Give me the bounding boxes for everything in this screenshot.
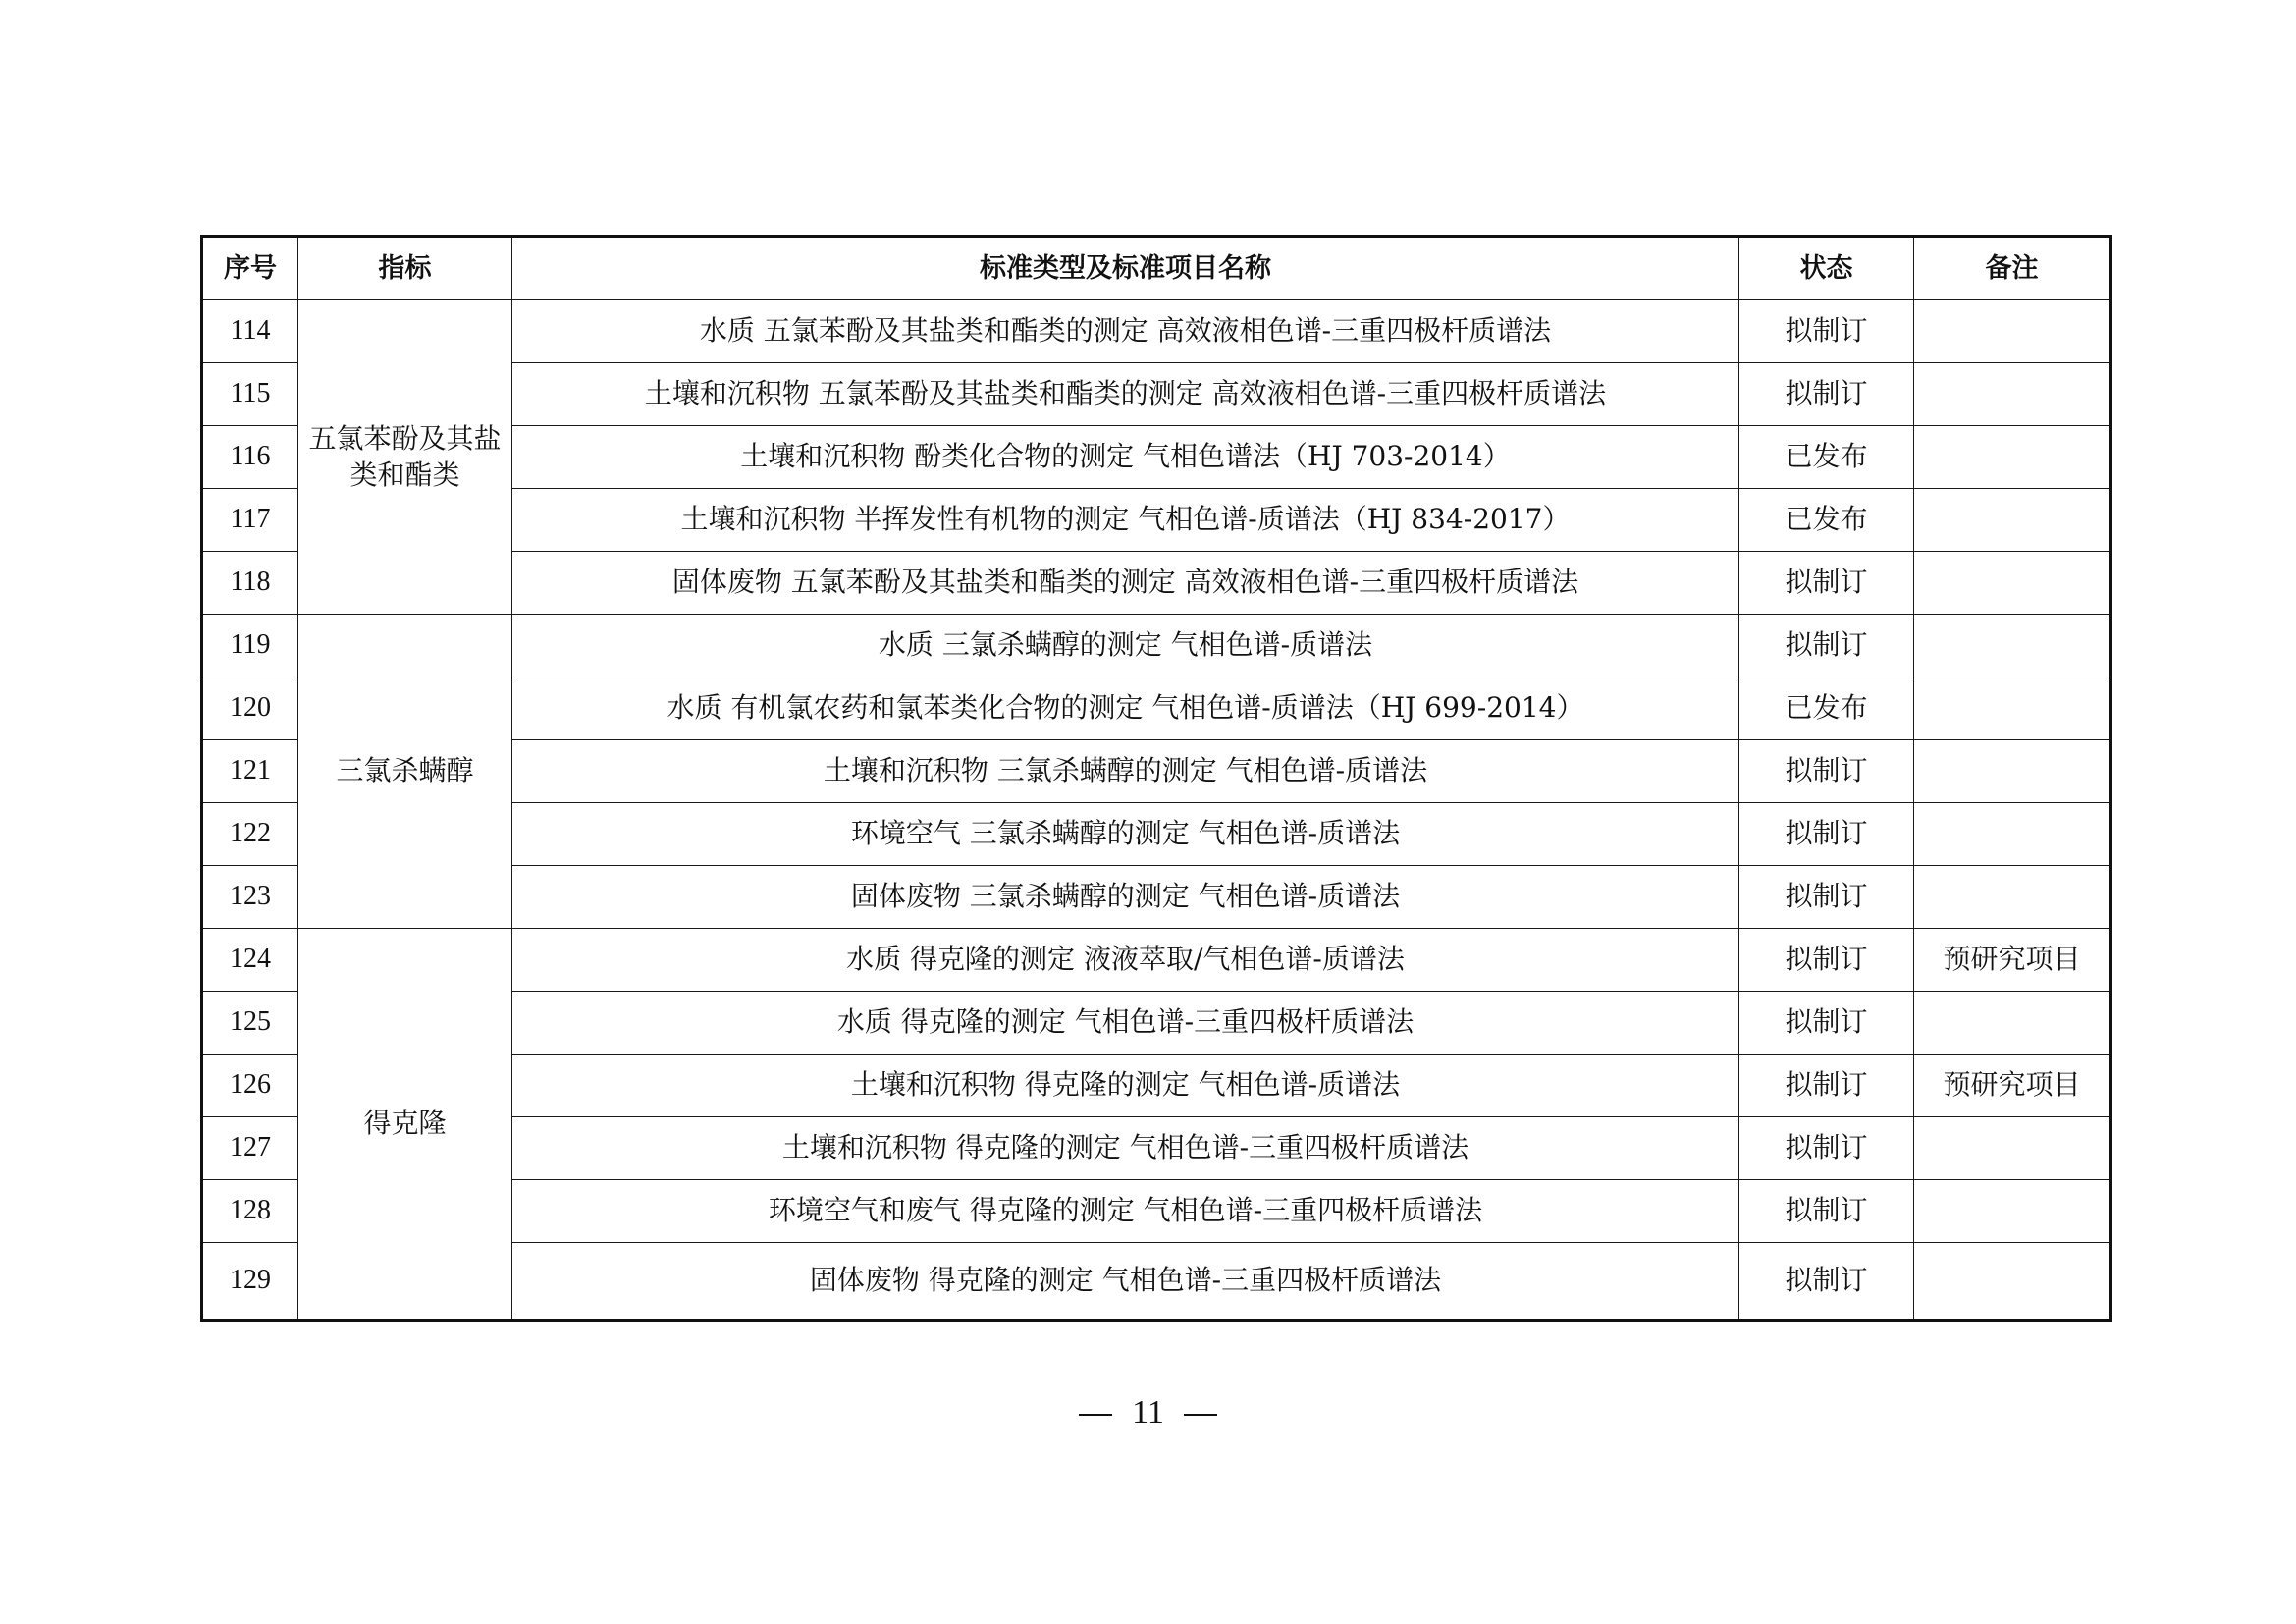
row-seq: 125 — [202, 992, 298, 1055]
row-name: 水质 得克隆的测定 液液萃取/气相色谱-质谱法 — [512, 929, 1739, 992]
row-seq: 118 — [202, 552, 298, 615]
row-status: 拟制订 — [1739, 363, 1914, 426]
row-status: 拟制订 — [1739, 1117, 1914, 1180]
row-seq: 121 — [202, 740, 298, 803]
row-remark: 预研究项目 — [1914, 929, 2111, 992]
row-name: 土壤和沉积物 得克隆的测定 气相色谱-质谱法 — [512, 1055, 1739, 1117]
dash-right — [1184, 1414, 1217, 1416]
row-status: 拟制订 — [1739, 740, 1914, 803]
row-name: 土壤和沉积物 三氯杀螨醇的测定 气相色谱-质谱法 — [512, 740, 1739, 803]
row-name: 土壤和沉积物 半挥发性有机物的测定 气相色谱-质谱法（HJ 834-2017） — [512, 489, 1739, 552]
row-seq: 129 — [202, 1243, 298, 1321]
row-status: 已发布 — [1739, 489, 1914, 552]
row-status: 拟制订 — [1739, 300, 1914, 363]
row-seq: 114 — [202, 300, 298, 363]
row-remark — [1914, 300, 2111, 363]
row-name: 水质 得克隆的测定 气相色谱-三重四极杆质谱法 — [512, 992, 1739, 1055]
header-indicator: 指标 — [298, 237, 512, 300]
row-remark — [1914, 426, 2111, 489]
table-row — [202, 300, 2111, 363]
header-status: 状态 — [1739, 237, 1914, 300]
group-indicator: 五氯苯酚及其盐类和酯类 — [298, 300, 512, 615]
row-status: 拟制订 — [1739, 929, 1914, 992]
row-status: 拟制订 — [1739, 992, 1914, 1055]
row-status: 拟制订 — [1739, 552, 1914, 615]
row-seq: 119 — [202, 615, 298, 677]
page-number — [0, 1394, 2296, 1432]
row-seq: 122 — [202, 803, 298, 866]
dash-left — [1079, 1414, 1112, 1416]
table-row — [202, 615, 2111, 677]
row-remark — [1914, 1117, 2111, 1180]
row-status: 拟制订 — [1739, 1180, 1914, 1243]
row-seq: 124 — [202, 929, 298, 992]
row-status: 拟制订 — [1739, 615, 1914, 677]
row-remark — [1914, 992, 2111, 1055]
row-status: 拟制订 — [1739, 1243, 1914, 1321]
row-seq: 126 — [202, 1055, 298, 1117]
row-name: 土壤和沉积物 得克隆的测定 气相色谱-三重四极杆质谱法 — [512, 1117, 1739, 1180]
row-name: 水质 三氯杀螨醇的测定 气相色谱-质谱法 — [512, 615, 1739, 677]
row-seq: 117 — [202, 489, 298, 552]
row-name: 固体废物 三氯杀螨醇的测定 气相色谱-质谱法 — [512, 866, 1739, 929]
row-status: 拟制订 — [1739, 803, 1914, 866]
table-row — [202, 929, 2111, 992]
row-remark — [1914, 552, 2111, 615]
row-status: 已发布 — [1739, 426, 1914, 489]
row-seq: 116 — [202, 426, 298, 489]
row-remark — [1914, 677, 2111, 740]
row-remark — [1914, 363, 2111, 426]
row-status: 已发布 — [1739, 677, 1914, 740]
row-name: 固体废物 五氯苯酚及其盐类和酯类的测定 高效液相色谱-三重四极杆质谱法 — [512, 552, 1739, 615]
row-seq: 120 — [202, 677, 298, 740]
row-remark — [1914, 740, 2111, 803]
row-name: 环境空气 三氯杀螨醇的测定 气相色谱-质谱法 — [512, 803, 1739, 866]
row-name: 环境空气和废气 得克隆的测定 气相色谱-三重四极杆质谱法 — [512, 1180, 1739, 1243]
row-remark — [1914, 1180, 2111, 1243]
row-status: 拟制订 — [1739, 866, 1914, 929]
page-number-text: 11 — [1132, 1394, 1164, 1431]
header-remark: 备注 — [1914, 237, 2111, 300]
group-indicator: 得克隆 — [298, 929, 512, 1321]
row-name: 固体废物 得克隆的测定 气相色谱-三重四极杆质谱法 — [512, 1243, 1739, 1321]
row-name: 土壤和沉积物 五氯苯酚及其盐类和酯类的测定 高效液相色谱-三重四极杆质谱法 — [512, 363, 1739, 426]
row-seq: 127 — [202, 1117, 298, 1180]
row-name: 水质 五氯苯酚及其盐类和酯类的测定 高效液相色谱-三重四极杆质谱法 — [512, 300, 1739, 363]
row-name: 水质 有机氯农药和氯苯类化合物的测定 气相色谱-质谱法（HJ 699-2014） — [512, 677, 1739, 740]
row-seq: 115 — [202, 363, 298, 426]
row-remark — [1914, 866, 2111, 929]
header-seq: 序号 — [202, 237, 298, 300]
group-indicator: 三氯杀螨醇 — [298, 615, 512, 929]
row-remark: 预研究项目 — [1914, 1055, 2111, 1117]
row-remark — [1914, 803, 2111, 866]
standards-table — [200, 235, 2112, 1322]
row-seq: 128 — [202, 1180, 298, 1243]
row-name: 土壤和沉积物 酚类化合物的测定 气相色谱法（HJ 703-2014） — [512, 426, 1739, 489]
row-status: 拟制订 — [1739, 1055, 1914, 1117]
table-header-row — [202, 237, 2111, 300]
row-remark — [1914, 615, 2111, 677]
row-seq: 123 — [202, 866, 298, 929]
row-remark — [1914, 1243, 2111, 1321]
row-remark — [1914, 489, 2111, 552]
header-name: 标准类型及标准项目名称 — [512, 237, 1739, 300]
